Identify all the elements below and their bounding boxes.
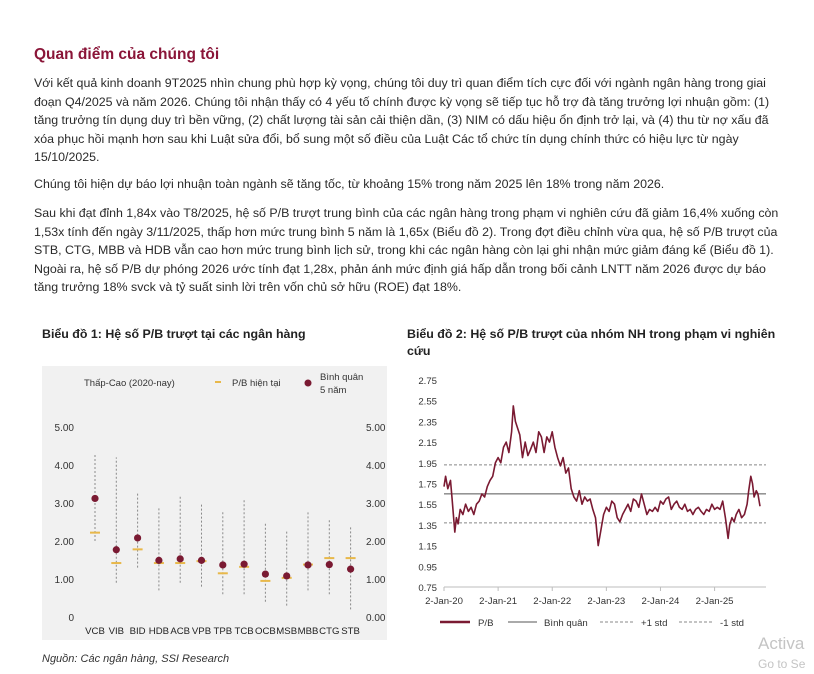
x-tick-label: 2-Jan-24 — [641, 596, 680, 607]
y-tick-label: 1.75 — [418, 479, 437, 491]
source-note: Nguồn: Các ngân hàng, SSI Research — [42, 653, 230, 665]
category-label-vib: VIB — [108, 626, 125, 637]
x-tick-label: 2-Jan-25 — [695, 596, 734, 607]
y-right-tick-label: 4.00 — [366, 461, 386, 472]
y-tick-label: 1.15 — [418, 541, 437, 553]
paragraph-forecast: Chúng tôi hiện dự báo lợi nhuận toàn ngành sẽ tăng tốc, từ khoảng 15% trong năm 2025 lên 18% trong năm 2026. — [34, 177, 665, 191]
category-label-vpb: VPB — [191, 626, 212, 637]
y-right-tick-label: 0.00 — [366, 613, 386, 624]
y-left-tick-label: 5.00 — [54, 423, 74, 434]
paragraph-outlook: Với kết quả kinh doanh 9T2025 nhìn chung phù hợp kỳ vọng, chúng tôi duy trì quan điểm tích cực đối với ngành ngân hàng trong giai đoạn Q4/2025 và năm 2026. Chúng tôi nhận thấy có 4 yếu tố chính được kỳ vọng sẽ tiếp tục hỗ trợ đà tăng trưởng lợi nhuận gồm: (1) tăng trưởng tín dụng duy trì bền vững, (2) chất lượng tài sản cải thiện dần, (3) NIM có dấu hiệu ổn định trở lại, và (4) thu từ nợ xấu đã xóa phục hồi mạnh hơn sau khi Luật sửa đổi, bổ sung một số điều của Luật Các tổ chức tín dụng chính thức có hiệu lực từ ngày 15/10/2025. — [34, 76, 770, 164]
category-label-mbb: MBB — [297, 626, 319, 637]
y-right-tick-label: 1.00 — [366, 575, 386, 586]
legend-pb-label: P/B — [478, 618, 494, 629]
y-tick-label: 2.55 — [418, 396, 437, 408]
category-label-stb: STB — [341, 626, 360, 637]
category-label-tcb: TCB — [234, 626, 254, 637]
x-tick-label: 2-Jan-21 — [479, 596, 518, 607]
y-left-tick-label: 2.00 — [54, 537, 74, 548]
chart2-title: Biểu đồ 2: Hệ số P/B trượt của nhóm NH trong phạm vi nghiên cứu — [407, 327, 776, 358]
y-tick-label: 0.75 — [418, 583, 437, 594]
category-label-acb: ACB — [170, 626, 191, 637]
category-label-hdb: HDB — [148, 626, 170, 637]
watermark-line1: Activa — [758, 634, 805, 653]
chart1-title: Biểu đồ 1: Hệ số P/B trượt tại các ngân hàng — [42, 327, 306, 341]
category-label-ocb: OCB — [255, 626, 276, 637]
y-right-tick-label: 3.00 — [366, 499, 386, 510]
pb-series-line — [444, 406, 760, 546]
section-heading: Quan điểm của chúng tôi — [34, 46, 220, 63]
legend-minus-std-label: -1 std — [720, 618, 744, 629]
legend-avg-label-1: Bình quân — [320, 372, 364, 383]
legend-current-label: P/B hiện tại — [232, 378, 281, 389]
watermark-line2: Go to Se — [758, 657, 806, 671]
activation-watermark — [758, 634, 805, 674]
paragraph-valuation: Sau khi đạt đỉnh 1,84x vào T8/2025, hệ số P/B trượt trung bình của các ngân hàng trong phạm vi nghiên cứu đã giảm 16,4% xuống còn 1,53x tính đến ngày 3/11/2025, thấp hơn mức trung bình 5 năm là 1,65x (Biểu đồ 2). Trong đợt điều chỉnh vừa qua, hệ số P/B trượt của STB, CTG, MBB và HDB vẫn cao hơn mức trung bình lịch sử, trong khi các ngân hàng còn lại ghi nhận mức giảm đáng kể (Biểu đồ 1). Ngoài ra, hệ số P/B dự phóng 2026 ước tính đạt 1,28x, phản ánh mức định giá hấp dẫn trong bối cảnh LNTT năm 2026 được dự báo tăng trưởng 18% svck và tỷ suất sinh lời trên vốn chủ sở hữu (ROE) đạt 18%. — [34, 206, 779, 294]
legend-range-label: Thấp-Cao (2020-nay) — [84, 378, 175, 389]
category-label-msb: MSB — [276, 626, 298, 637]
y-left-tick-label: 0 — [68, 613, 74, 624]
legend-average-label: Bình quân — [544, 618, 588, 629]
y-right-tick-label: 5.00 — [366, 423, 386, 434]
x-tick-label: 2-Jan-22 — [533, 596, 572, 607]
y-right-tick-label: 2.00 — [366, 537, 386, 548]
legend-plus-std-label: +1 std — [641, 618, 668, 629]
legend-avg-label-2: 5 năm — [320, 385, 347, 396]
category-label-bid: BID — [129, 626, 146, 637]
y-left-tick-label: 1.00 — [54, 575, 74, 586]
category-label-vcb: VCB — [85, 626, 105, 637]
y-tick-label: 1.35 — [418, 520, 437, 532]
category-label-tpb: TPB — [213, 626, 233, 637]
y-tick-label: 1.55 — [418, 500, 437, 512]
y-left-tick-label: 4.00 — [54, 461, 74, 472]
y-tick-label: 2.15 — [418, 438, 437, 450]
x-tick-label: 2-Jan-20 — [425, 596, 463, 607]
y-tick-label: 2.75 — [418, 376, 437, 387]
y-tick-label: 2.35 — [418, 417, 437, 429]
y-tick-label: 0.95 — [418, 562, 437, 574]
y-left-tick-label: 3.00 — [54, 499, 74, 510]
x-tick-label: 2-Jan-23 — [587, 596, 626, 607]
y-tick-label: 1.95 — [418, 458, 437, 470]
category-label-ctg: CTG — [319, 626, 340, 637]
